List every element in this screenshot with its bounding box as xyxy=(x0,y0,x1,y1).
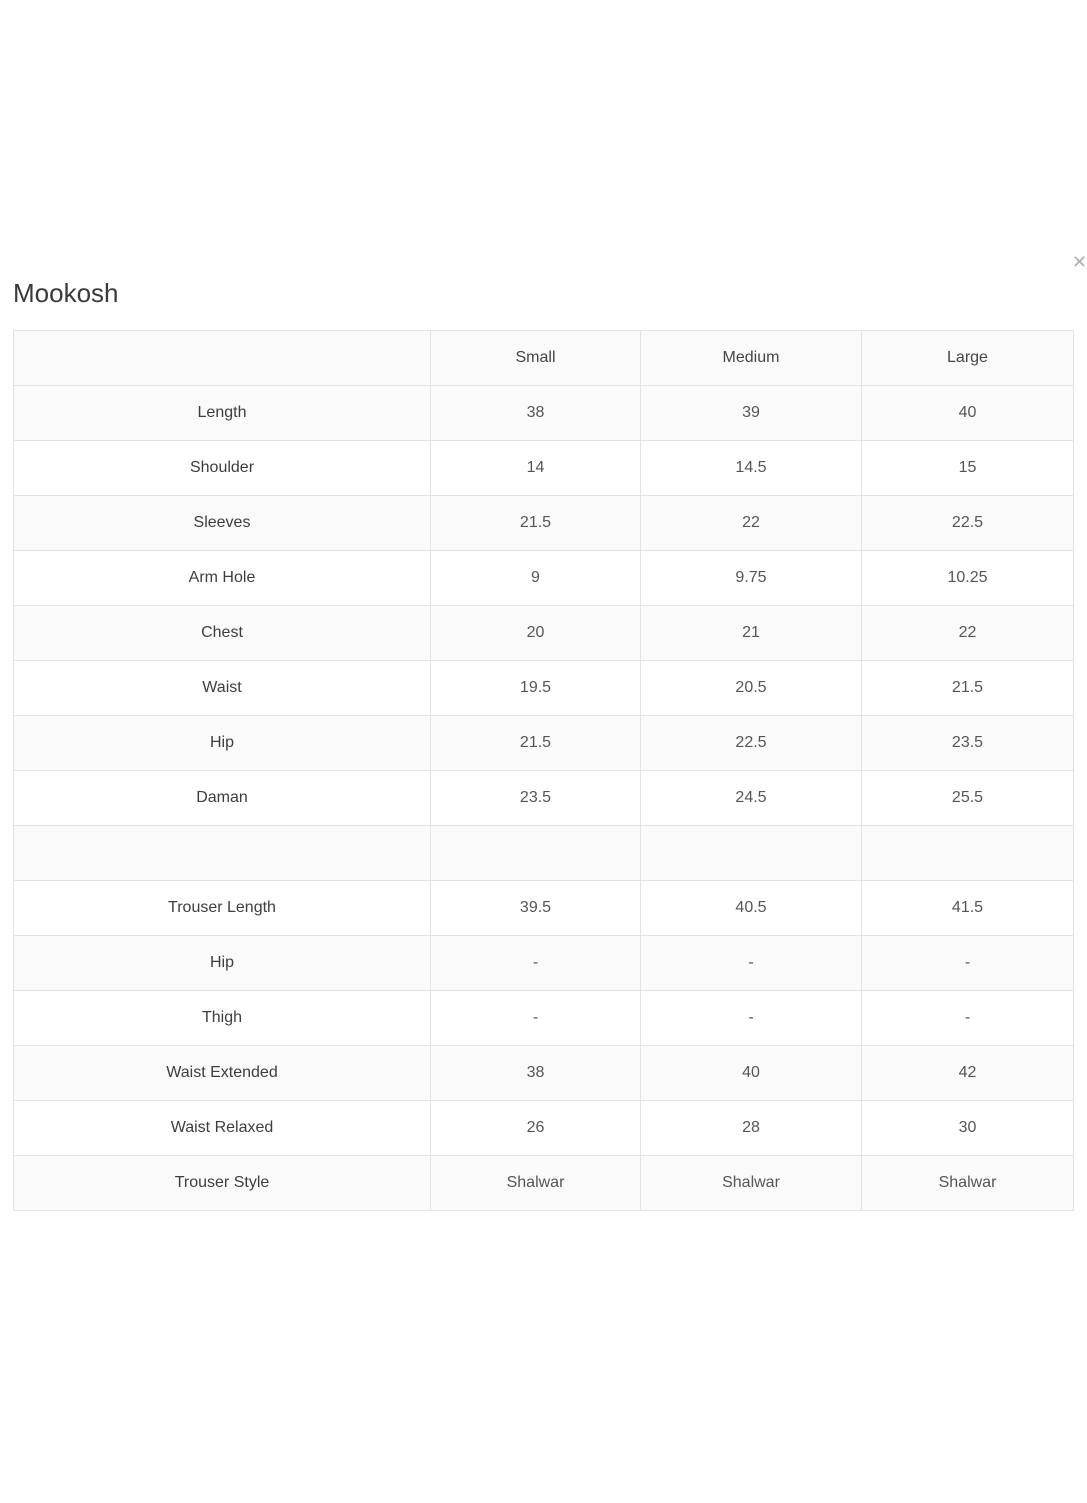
row-value: Shalwar xyxy=(431,1156,641,1211)
header-cell-large: Large xyxy=(862,331,1074,386)
table-row xyxy=(14,1046,1074,1101)
row-value: - xyxy=(862,991,1074,1046)
row-label: Arm Hole xyxy=(14,551,431,606)
row-label: Waist Relaxed xyxy=(14,1101,431,1156)
row-value: - xyxy=(862,936,1074,991)
header-cell-empty xyxy=(14,331,431,386)
row-value: 14 xyxy=(431,441,641,496)
row-label: Waist xyxy=(14,661,431,716)
row-label: Waist Extended xyxy=(14,1046,431,1101)
row-value: 22 xyxy=(641,496,862,551)
row-value: 23.5 xyxy=(862,716,1074,771)
table-row xyxy=(14,936,1074,991)
table-row xyxy=(14,606,1074,661)
row-value: 24.5 xyxy=(641,771,862,826)
row-value: 40 xyxy=(641,1046,862,1101)
row-value: 14.5 xyxy=(641,441,862,496)
row-value: 10.25 xyxy=(862,551,1074,606)
table-header-row xyxy=(14,331,1074,386)
table-row xyxy=(14,1156,1074,1211)
row-label: Daman xyxy=(14,771,431,826)
table-row xyxy=(14,551,1074,606)
close-icon[interactable]: ✕ xyxy=(1072,252,1087,272)
row-value: 22 xyxy=(862,606,1074,661)
row-value: - xyxy=(641,991,862,1046)
row-value: 9.75 xyxy=(641,551,862,606)
row-value xyxy=(641,826,862,881)
row-value: 39 xyxy=(641,386,862,441)
row-value: - xyxy=(641,936,862,991)
row-value: 19.5 xyxy=(431,661,641,716)
table-row xyxy=(14,386,1074,441)
row-label: Chest xyxy=(14,606,431,661)
table-row xyxy=(14,881,1074,936)
table-row xyxy=(14,716,1074,771)
row-label xyxy=(14,826,431,881)
row-value: - xyxy=(431,991,641,1046)
row-label: Thigh xyxy=(14,991,431,1046)
row-value: 21 xyxy=(641,606,862,661)
row-value: 22.5 xyxy=(641,716,862,771)
table-row xyxy=(14,991,1074,1046)
row-label: Trouser Style xyxy=(14,1156,431,1211)
row-label: Trouser Length xyxy=(14,881,431,936)
row-value: 40 xyxy=(862,386,1074,441)
row-value: 39.5 xyxy=(431,881,641,936)
table-body xyxy=(14,386,1074,1211)
row-value: 15 xyxy=(862,441,1074,496)
row-value: 20 xyxy=(431,606,641,661)
row-label: Sleeves xyxy=(14,496,431,551)
row-label: Hip xyxy=(14,936,431,991)
row-value: 22.5 xyxy=(862,496,1074,551)
table-row xyxy=(14,661,1074,716)
page-title: Mookosh xyxy=(13,278,119,308)
row-value: 21.5 xyxy=(431,716,641,771)
row-label: Shoulder xyxy=(14,441,431,496)
table-row xyxy=(14,496,1074,551)
row-value: Shalwar xyxy=(641,1156,862,1211)
row-value: 40.5 xyxy=(641,881,862,936)
row-value: 25.5 xyxy=(862,771,1074,826)
row-value: 41.5 xyxy=(862,881,1074,936)
row-value: 23.5 xyxy=(431,771,641,826)
row-value: 21.5 xyxy=(431,496,641,551)
row-value: 9 xyxy=(431,551,641,606)
row-value: 20.5 xyxy=(641,661,862,716)
row-value xyxy=(431,826,641,881)
size-chart-table xyxy=(13,330,1074,1211)
row-value: 30 xyxy=(862,1101,1074,1156)
table-row xyxy=(14,1101,1074,1156)
row-value: 26 xyxy=(431,1101,641,1156)
header-cell-medium: Medium xyxy=(641,331,862,386)
table-row xyxy=(14,441,1074,496)
row-value: 21.5 xyxy=(862,661,1074,716)
table-row xyxy=(14,771,1074,826)
row-value: 38 xyxy=(431,1046,641,1101)
row-value: 38 xyxy=(431,386,641,441)
row-label: Hip xyxy=(14,716,431,771)
row-value: Shalwar xyxy=(862,1156,1074,1211)
row-value: 42 xyxy=(862,1046,1074,1101)
row-value: - xyxy=(431,936,641,991)
row-value xyxy=(862,826,1074,881)
table-row xyxy=(14,826,1074,881)
row-label: Length xyxy=(14,386,431,441)
row-value: 28 xyxy=(641,1101,862,1156)
header-cell-small: Small xyxy=(431,331,641,386)
